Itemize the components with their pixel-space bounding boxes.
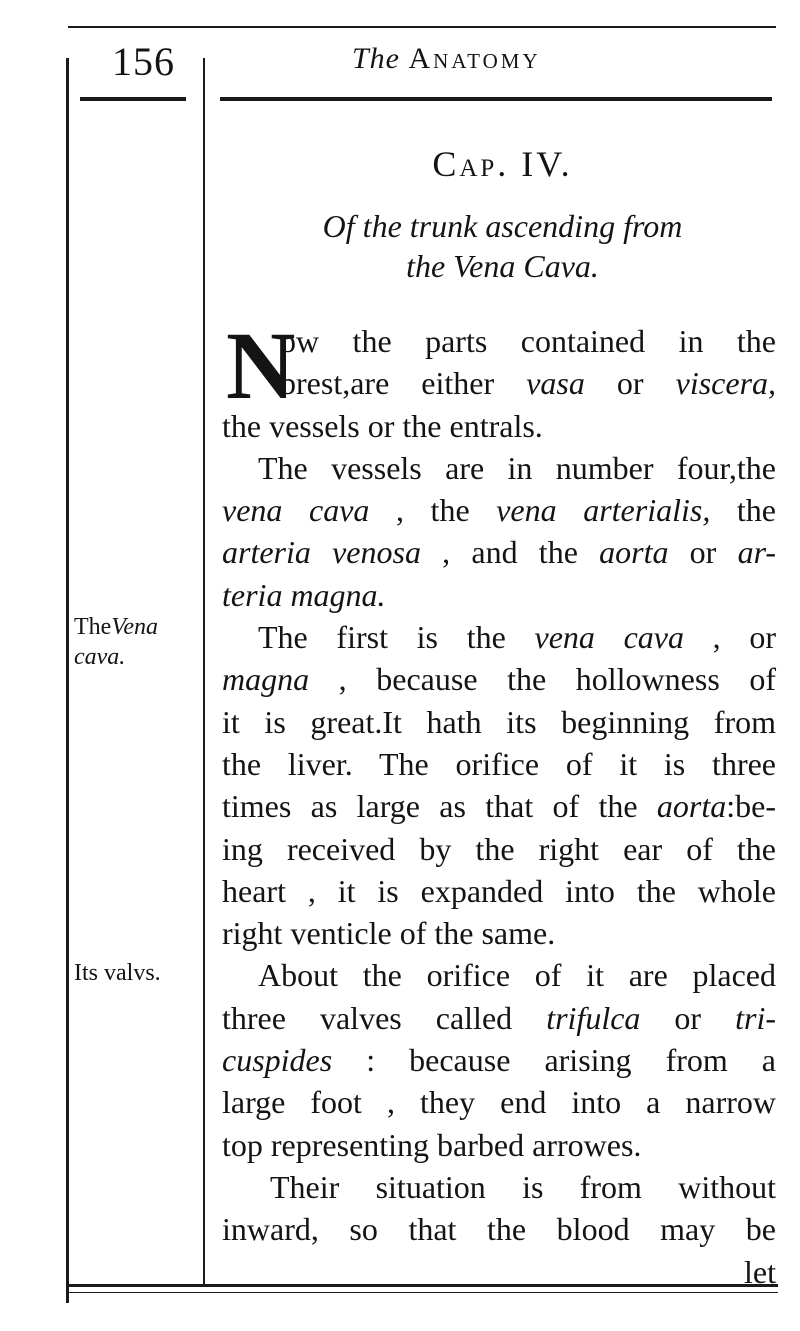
text-line-11: the liver. The orifice of it is three (222, 745, 776, 782)
text-span: , because the hollowness of (309, 661, 776, 698)
text-span: times as large as that of the (222, 788, 657, 825)
latin-term: vasa (526, 365, 585, 402)
text-line-9 (222, 658, 776, 700)
catchword: let (744, 1253, 776, 1290)
running-title-the: The (352, 42, 400, 75)
text-span: brest,are either (280, 365, 527, 402)
text-line-3: the vessels or the entrals. (222, 407, 543, 444)
text-line-7: teria magna. (222, 576, 386, 613)
text-span: or (584, 365, 676, 402)
text-line-8 (222, 616, 776, 658)
latin-term: vena cava (534, 619, 684, 656)
text-line-5 (222, 489, 776, 531)
latin-term: trifulca (546, 999, 641, 1036)
text-span: The first is the (258, 619, 535, 656)
column-divider-rule (203, 58, 205, 1286)
latin-term: cuspides (222, 1042, 333, 1079)
text-line-10: it is great.It hath its beginning from (222, 703, 776, 740)
text-span: three valves called (222, 999, 547, 1036)
text-line-14: heart , it is expanded into the whole (222, 872, 776, 909)
latin-term: viscera, (675, 365, 777, 402)
latin-term: vena cava (222, 492, 370, 529)
text-span: the (710, 492, 776, 529)
text-span: or (668, 534, 738, 571)
text-span: or (640, 999, 736, 1036)
latin-term: aorta (599, 534, 669, 571)
text-line-19: large foot , they end into a narrow (222, 1084, 776, 1121)
running-title-anatomy: Anatomy (408, 42, 541, 75)
text-span: , the (369, 492, 497, 529)
margin-note-vena-cava-prefix: The (74, 614, 112, 640)
chapter-subtitle-line1: Of the trunk ascending from (322, 208, 683, 244)
header-rule-right (220, 97, 772, 101)
text-line-22: inward, so that the blood may be (222, 1211, 776, 1248)
latin-term: aorta (656, 788, 727, 825)
header-rule-left (80, 97, 186, 101)
chapter-subtitle-line2: the Vena Cava. (406, 248, 599, 284)
text-span: : because arising from a (332, 1042, 776, 1079)
top-rule (68, 26, 776, 28)
text-line-18 (222, 1039, 776, 1081)
page-number: 156 (112, 39, 175, 84)
latin-term: vena arterialis, (496, 492, 711, 529)
body-text (222, 312, 777, 1293)
latin-term: arteria venosa (222, 534, 421, 571)
text-span: , or (683, 619, 777, 656)
text-line-16: About the orifice of it are placed (258, 957, 776, 994)
text-line-21: Their situation is from without (270, 1168, 776, 1205)
latin-term: ar- (737, 534, 777, 571)
chapter-heading (215, 143, 790, 185)
text-line-12 (222, 785, 776, 827)
margin-note-vena-cava-word: Vena (111, 614, 158, 640)
running-title (352, 42, 541, 76)
text-line-2 (222, 362, 776, 404)
latin-term: magna (222, 661, 310, 698)
text-line-15: right venticle of the same. (222, 915, 556, 952)
margin-note-valves: Its valvs. (74, 960, 161, 986)
margin-note-vena-cava-word2: cava. (74, 644, 126, 670)
text-line-4: The vessels are in number four,the (258, 449, 776, 486)
text-line-20: top representing barbed arrowes. (222, 1126, 642, 1163)
text-line-1: ow the parts contained in the (280, 323, 776, 359)
margin-note-vena-cava (74, 612, 158, 672)
text-span: , and the (420, 534, 600, 571)
text-line-17 (222, 997, 776, 1039)
text-line-6 (222, 531, 776, 573)
latin-term: tri- (735, 999, 777, 1036)
left-border-rule (66, 58, 69, 1303)
chapter-heading-text: Cap. IV. (432, 144, 573, 184)
text-line-13: ing received by the right ear of the (222, 830, 776, 867)
text-span: :be- (726, 788, 776, 825)
drop-cap: N (226, 312, 296, 419)
